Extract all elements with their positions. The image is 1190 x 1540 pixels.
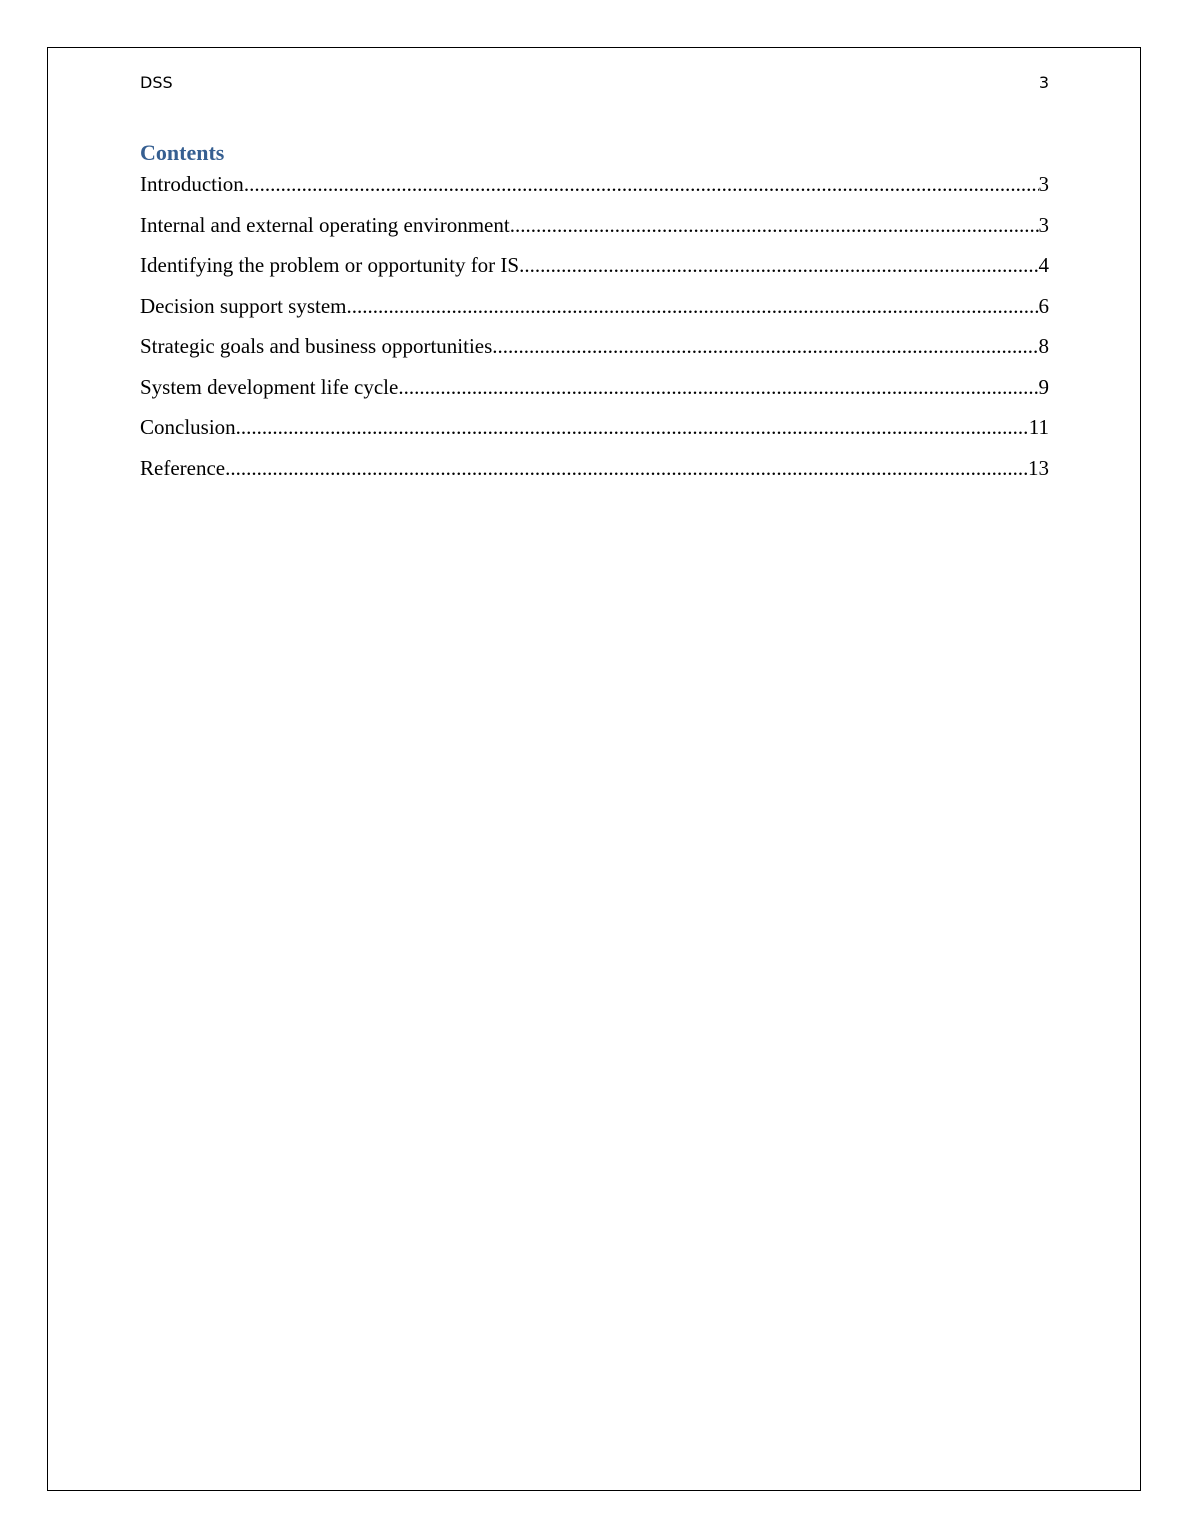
toc-dot-leader xyxy=(346,292,1038,320)
toc-entry-page: 11 xyxy=(1028,415,1049,439)
running-header-title: DSS xyxy=(140,73,173,92)
toc-entry-label: Strategic goals and business opportunities xyxy=(140,334,493,358)
toc-entry-problem-opportunity[interactable] xyxy=(140,251,1049,292)
toc-entry-label: Introduction xyxy=(140,172,244,196)
toc-entry-page: 4 xyxy=(1038,253,1049,277)
toc-entry-decision-support-system[interactable] xyxy=(140,292,1049,333)
toc-entry-page: 3 xyxy=(1038,172,1049,196)
toc-entry-operating-environment[interactable] xyxy=(140,211,1049,252)
toc-dot-leader xyxy=(236,413,1029,441)
toc-entry-label: Identifying the problem or opportunity for IS xyxy=(140,253,520,277)
toc-entry-label: Reference xyxy=(140,455,226,480)
toc-dot-leader xyxy=(492,332,1038,360)
toc-entry-conclusion[interactable] xyxy=(140,413,1049,454)
toc-entry-page: 8 xyxy=(1038,334,1049,358)
toc-dot-leader xyxy=(398,373,1038,401)
page-number: 3 xyxy=(1038,73,1049,92)
toc-entry-page: 3 xyxy=(1038,212,1049,237)
toc-entry-page: 6 xyxy=(1038,293,1049,318)
toc-entry-reference[interactable] xyxy=(140,454,1049,495)
toc-entry-page: 9 xyxy=(1038,374,1049,399)
toc-dot-leader xyxy=(519,251,1038,279)
toc-entry-label: Internal and external operating environment xyxy=(140,212,510,237)
toc-dot-leader xyxy=(510,211,1039,239)
table-of-contents xyxy=(140,170,1049,494)
toc-entry-page: 13 xyxy=(1028,455,1049,480)
toc-entry-strategic-goals[interactable] xyxy=(140,332,1049,373)
toc-entry-label: Decision support system xyxy=(140,293,347,318)
toc-entry-introduction[interactable] xyxy=(140,170,1049,211)
toc-dot-leader xyxy=(225,454,1028,482)
toc-dot-leader xyxy=(244,170,1039,198)
toc-entry-label: Conclusion xyxy=(140,415,236,439)
toc-entry-label: System development life cycle xyxy=(140,374,399,399)
toc-entry-sdlc[interactable] xyxy=(140,373,1049,414)
toc-heading: Contents xyxy=(140,140,225,165)
